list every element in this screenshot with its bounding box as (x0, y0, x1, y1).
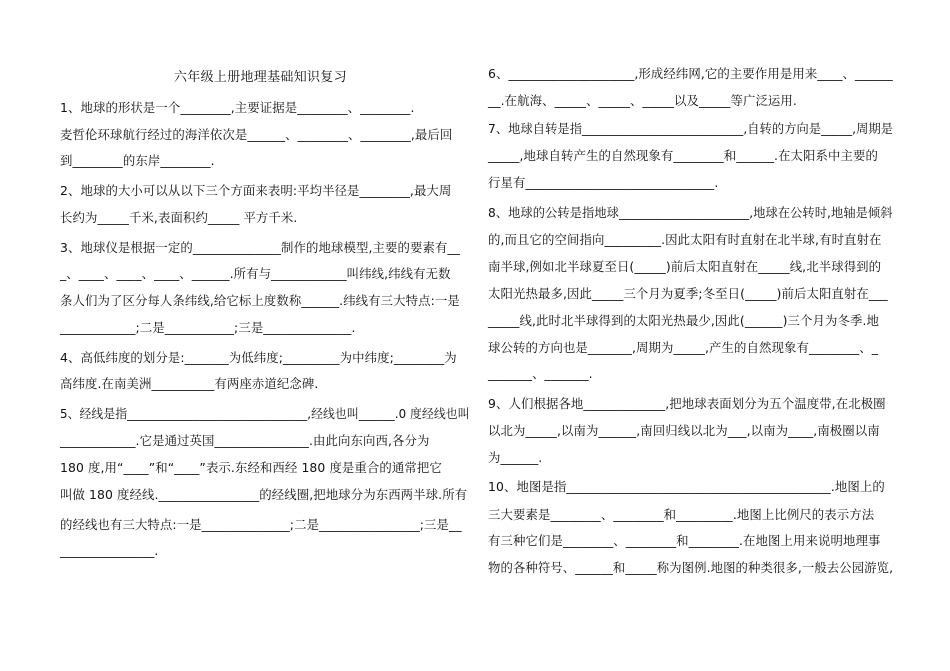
left-line: 到________的东岸________. (60, 153, 215, 168)
right-line: 10、地图是指__________________________________________.地图上的 (488, 479, 885, 494)
right-line: _______、_______. (488, 366, 593, 381)
right-line: 行星有______________________________. (488, 175, 719, 190)
right-line: 以北为_____,以南为______,南回归线以北为___,以南为____,南极圈以南 (488, 423, 880, 438)
right-line: 8、地球的公转是指地球_____________________,地球在公转时,地轴是倾斜 (488, 205, 893, 220)
right-line: 的,而且它的空间指向_________.因此太阳有时直射在北半球,有时直射在 (488, 232, 882, 247)
left-line: _______________. (60, 543, 159, 558)
right-line: __.在航海、_____、_____、_____以及_____等广泛运用. (488, 93, 797, 108)
left-line: 3、地球仪是根据一定的______________制作的地球模型,主要的要素有__ (60, 240, 461, 255)
right-line: _____,地球自转产生的自然现象有________和______.在太阳系中主要的 (488, 148, 878, 163)
right-line: 6、____________________,形成经纬网,它的主要作用是用来____、______ (488, 66, 893, 81)
left-line: 长约为_____千米,表面积约_____ 平方千米. (60, 210, 298, 225)
right-line: 太阳光热最多,因此_____三个月为夏季;冬至日(_____)前后太阳直射在___ (488, 286, 888, 301)
left-line: 2、地球的大小可以从以下三个方面来表明:平均半径是________,最大周 (60, 183, 452, 198)
left-line: 1、地球的形状是一个________,主要证据是________、________. (60, 100, 415, 115)
left-line: 麦哲伦环球航行经过的海洋依次是______、________、________,最后回 (60, 127, 453, 142)
right-line: 有三种它们是________、________和________.在地图上用来说明地理事 (488, 533, 881, 548)
left-line: ____________;二是___________;三是______________. (60, 320, 356, 335)
right-line: 物的各种符号、______和_____称为图例.地图的种类很多,一般去公园游览, (488, 560, 894, 575)
right-line: 球公转的方向也是_______,周期为_____,产生的自然现象有________、_ (488, 340, 879, 355)
document-title: 六年级上册地理基础知识复习 (174, 70, 347, 85)
right-line: 为______. (488, 450, 543, 465)
left-line: 180 度,用“____”和“____”表示.东经和西经 180 度是重合的通常把它 (60, 460, 442, 475)
right-line: 9、人们根据各地_____________,把地球表面划分为五个温度带,在北极圈 (488, 396, 886, 411)
right-line: 三大要素是________、________和_________.地图上比例尺的表示方法 (488, 507, 875, 522)
left-line: 叫做 180 度经线.________________的经线圈,把地球分为东西两半球.所有 (60, 487, 468, 502)
left-line: 的经线也有三大特点:一是______________;二是________________;三是__ (60, 517, 462, 532)
right-line: _____线,此时北半球得到的太阳光热最少,因此(______)三个月为冬季.地 (488, 313, 880, 328)
left-line: _、____、____、____、______.所有与____________叫纬线,纬线有无数 (60, 266, 451, 281)
left-line: 高纬度.在南美洲__________有两座赤道纪念碑. (60, 376, 319, 391)
left-line: 5、经线是指______________________________,经线也叫______.0 度经线也叫 (60, 406, 470, 421)
left-line: ____________.它是通过英国_______________.由此向东向西,各分为 (60, 433, 430, 448)
right-line: 7、地球自转是指__________________________,自转的方向是_____,周期是 (488, 121, 894, 136)
left-line: 4、高低纬度的划分是:_______为低纬度;_________为中纬度;________为 (60, 350, 457, 365)
left-line: 条人们为了区分每人条纬线,给它标上度数称______.纬线有三大特点:一是 (60, 293, 460, 308)
right-line: 南半球,例如北半球夏至日(_____)前后太阳直射在_____线,北半球得到的 (488, 259, 882, 274)
